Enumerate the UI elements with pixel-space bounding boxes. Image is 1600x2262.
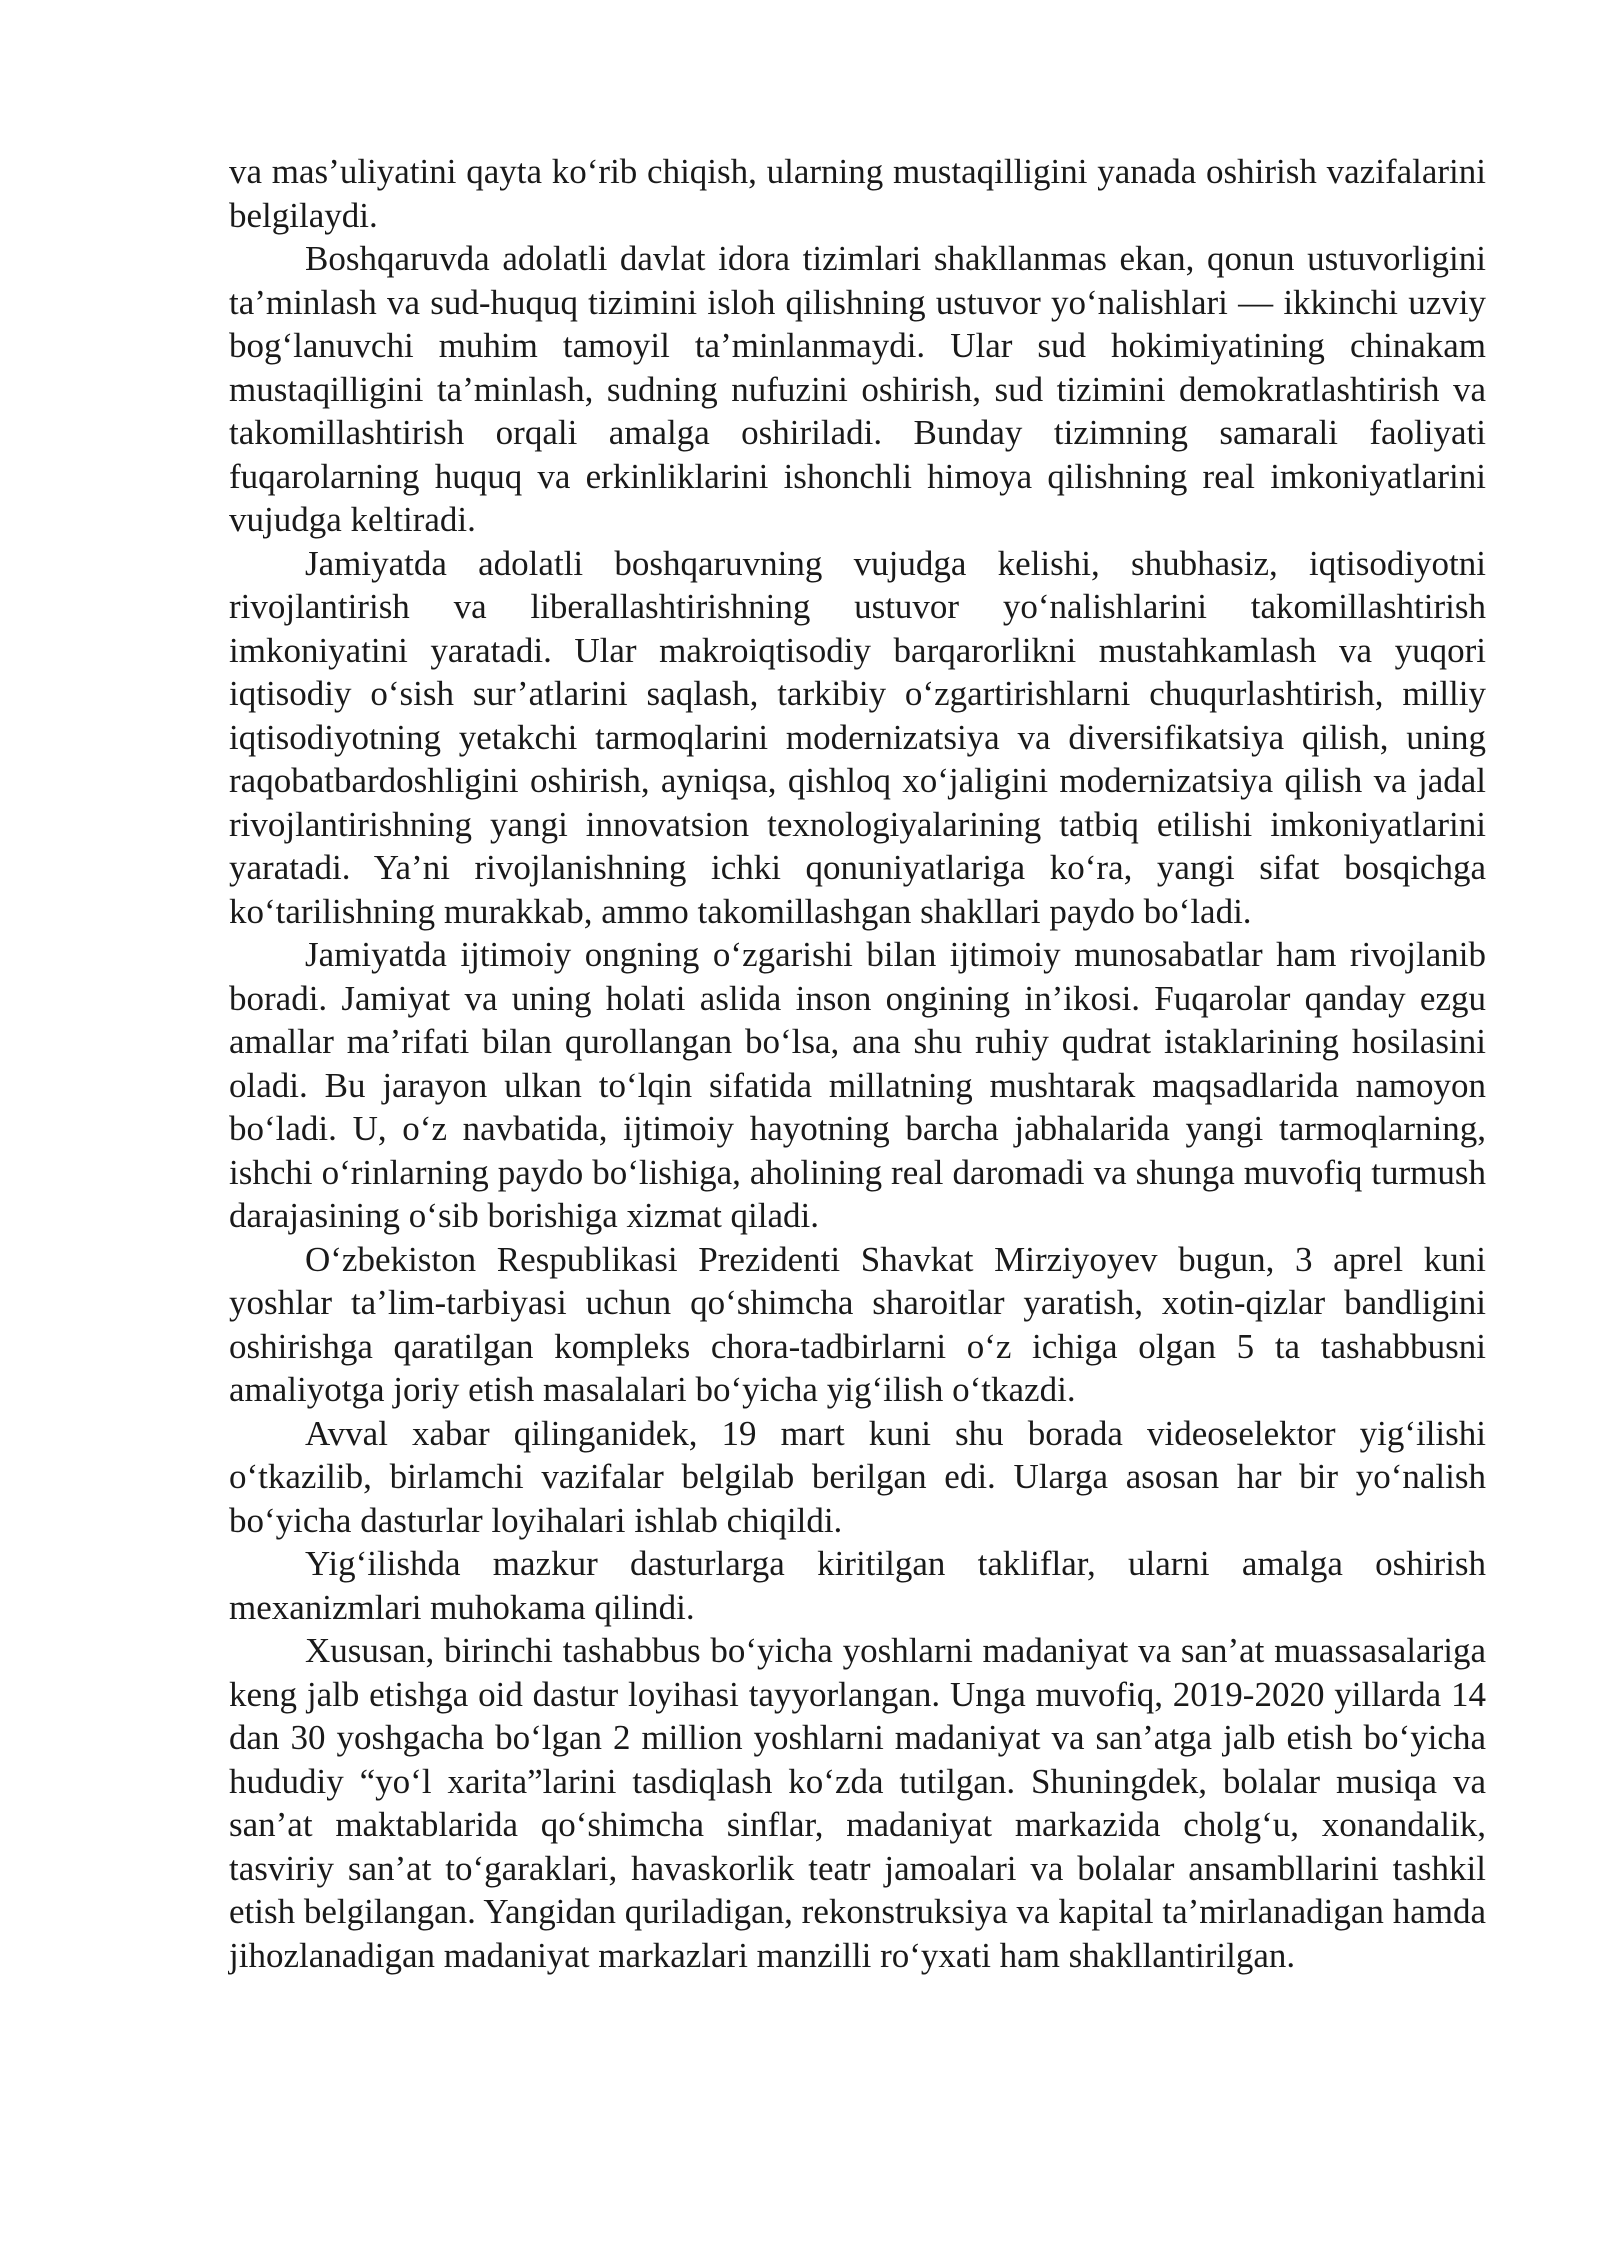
paragraph-videoconference: Avval xabar qilinganidek, 19 mart kuni shu borada videoselektor yig‘ilishi o‘tkazilib, birlamchi vazifalar belgilab berilgan edi. Ularga asosan har bir yo‘nalish bo‘yicha dasturlar loyihalari ishlab chiqildi. xyxy=(229,1413,1486,1540)
paragraph-president-meeting: O‘zbekiston Respublikasi Prezidenti Shavkat Mirziyoyev bugun, 3 aprel kuni yoshlar ta’lim-tarbiyasi uchun qo‘shimcha sharoitlar yaratish, xotin-qizlar bandligini oshirishga qaratilgan kompleks chora-tadbirlarni o‘z ichiga olgan 5 ta tashabbusni amaliyotga joriy etish masalalari bo‘yicha yig‘ilish o‘tkazdi. xyxy=(229,1239,1486,1409)
paragraph-social-consciousness: Jamiyatda ijtimoiy ongning o‘zgarishi bilan ijtimoiy munosabatlar ham rivojlanib boradi. Jamiyat va uning holati aslida inson ongining in’ikosi. Fuqarolar qanday ezgu amallar ma’rifati bilan qurollangan bo‘lsa, ana shu ruhiy qudrat istaklarining hosilasini oladi. Bu jarayon ulkan to‘lqin sifatida millatning mushtarak maqsadlarida namoyon bo‘ladi. U, o‘z navbatida, ijtimoiy hayotning barcha jabhalarida yangi tarmoqlarning, ishchi o‘rinlarning paydo bo‘lishiga, aholining real daromadi va shunga muvofiq turmush darajasining o‘sib borishiga xizmat qiladi. xyxy=(229,935,1486,1235)
paragraph-economy: Jamiyatda adolatli boshqaruvning vujudga kelishi, shubhasiz, iqtisodiyotni rivojlantirish va liberallashtirishning ustuvor yo‘nalishlarini takomillashtirish imkoniyatini yaratadi. Ular makroiqtisodiy barqarorlikni mustahkamlash va yuqori iqtisodiy o‘sish sur’atlarini saqlash, tarkibiy o‘zgartirishlarni chuqurlashtirish, milliy iqtisodiyotning yetakchi tarmoqlarini modernizatsiya va diversifikatsiya qilish, uning raqobatbardoshligini oshirish, ayniqsa, qishloq xo‘jaligini modernizatsiya qilish va jadal rivojlantirishning yangi innovatsion texnologiyalarining tatbiq etilishi imkoniyatlarini yaratadi. Ya’ni rivojlanishning ichki qonuniyatlariga ko‘ra, yangi sifat bosqichga ko‘tarilishning murakkab, ammo takomillashgan shakllari paydo bo‘ladi. xyxy=(229,543,1486,931)
paragraph-first-initiative: Xususan, birinchi tashabbus bo‘yicha yoshlarni madaniyat va san’at muassasalariga keng jalb etishga oid dastur loyihasi tayyorlangan. Unga muvofiq, 2019-2020 yillarda 14 dan 30 yoshgacha bo‘lgan 2 million yoshlarni madaniyat va san’atga jalb etish bo‘yicha hududiy “yo‘l xarita”larini tasdiqlash ko‘zda tutilgan. Shuningdek, bolalar musiqa va san’at maktablarida qo‘shimcha sinflar, madaniyat markazida cholg‘u, xonandalik, tasviriy san’at to‘garaklari, havaskorlik teatr jamoalari va bolalar ansambllarini tashkil etish belgilangan. Yangidan quriladigan, rekonstruksiya va kapital ta’mirlanadigan hamda jihozlanadigan madaniyat markazlari manzilli ro‘yxati ham shakllantirilgan. xyxy=(229,1631,1486,1975)
paragraph-rule-of-law: Boshqaruvda adolatli davlat idora tizimlari shakllanmas ekan, qonun ustuvorligini ta’minlash va sud-huquq tizimini isloh qilishning ustuvor yo‘nalishlari — ikkinchi uzviy bog‘lanuvchi muhim tamoyil ta’minlanmaydi. Ular sud hokimiyatining chinakam mustaqilligini ta’minlash, sudning nufuzini oshirish, sud tizimini demokratlashtirish va takomillashtirish orqali amalga oshiriladi. Bunday tizimning samarali faoliyati fuqarolarning huquq va erkinliklarini ishonchli himoya qilishning real imkoniyatlarini vujudga keltiradi. xyxy=(229,239,1486,539)
document-page xyxy=(229,150,1486,1977)
paragraph-continued: va mas’uliyatini qayta ko‘rib chiqish, ularning mustaqilligini yanada oshirish vazifalarini belgilaydi. xyxy=(229,152,1486,235)
paragraph-proposals: Yig‘ilishda mazkur dasturlarga kiritilgan takliflar, ularni amalga oshirish mexanizmlari muhokama qilindi. xyxy=(229,1544,1486,1627)
